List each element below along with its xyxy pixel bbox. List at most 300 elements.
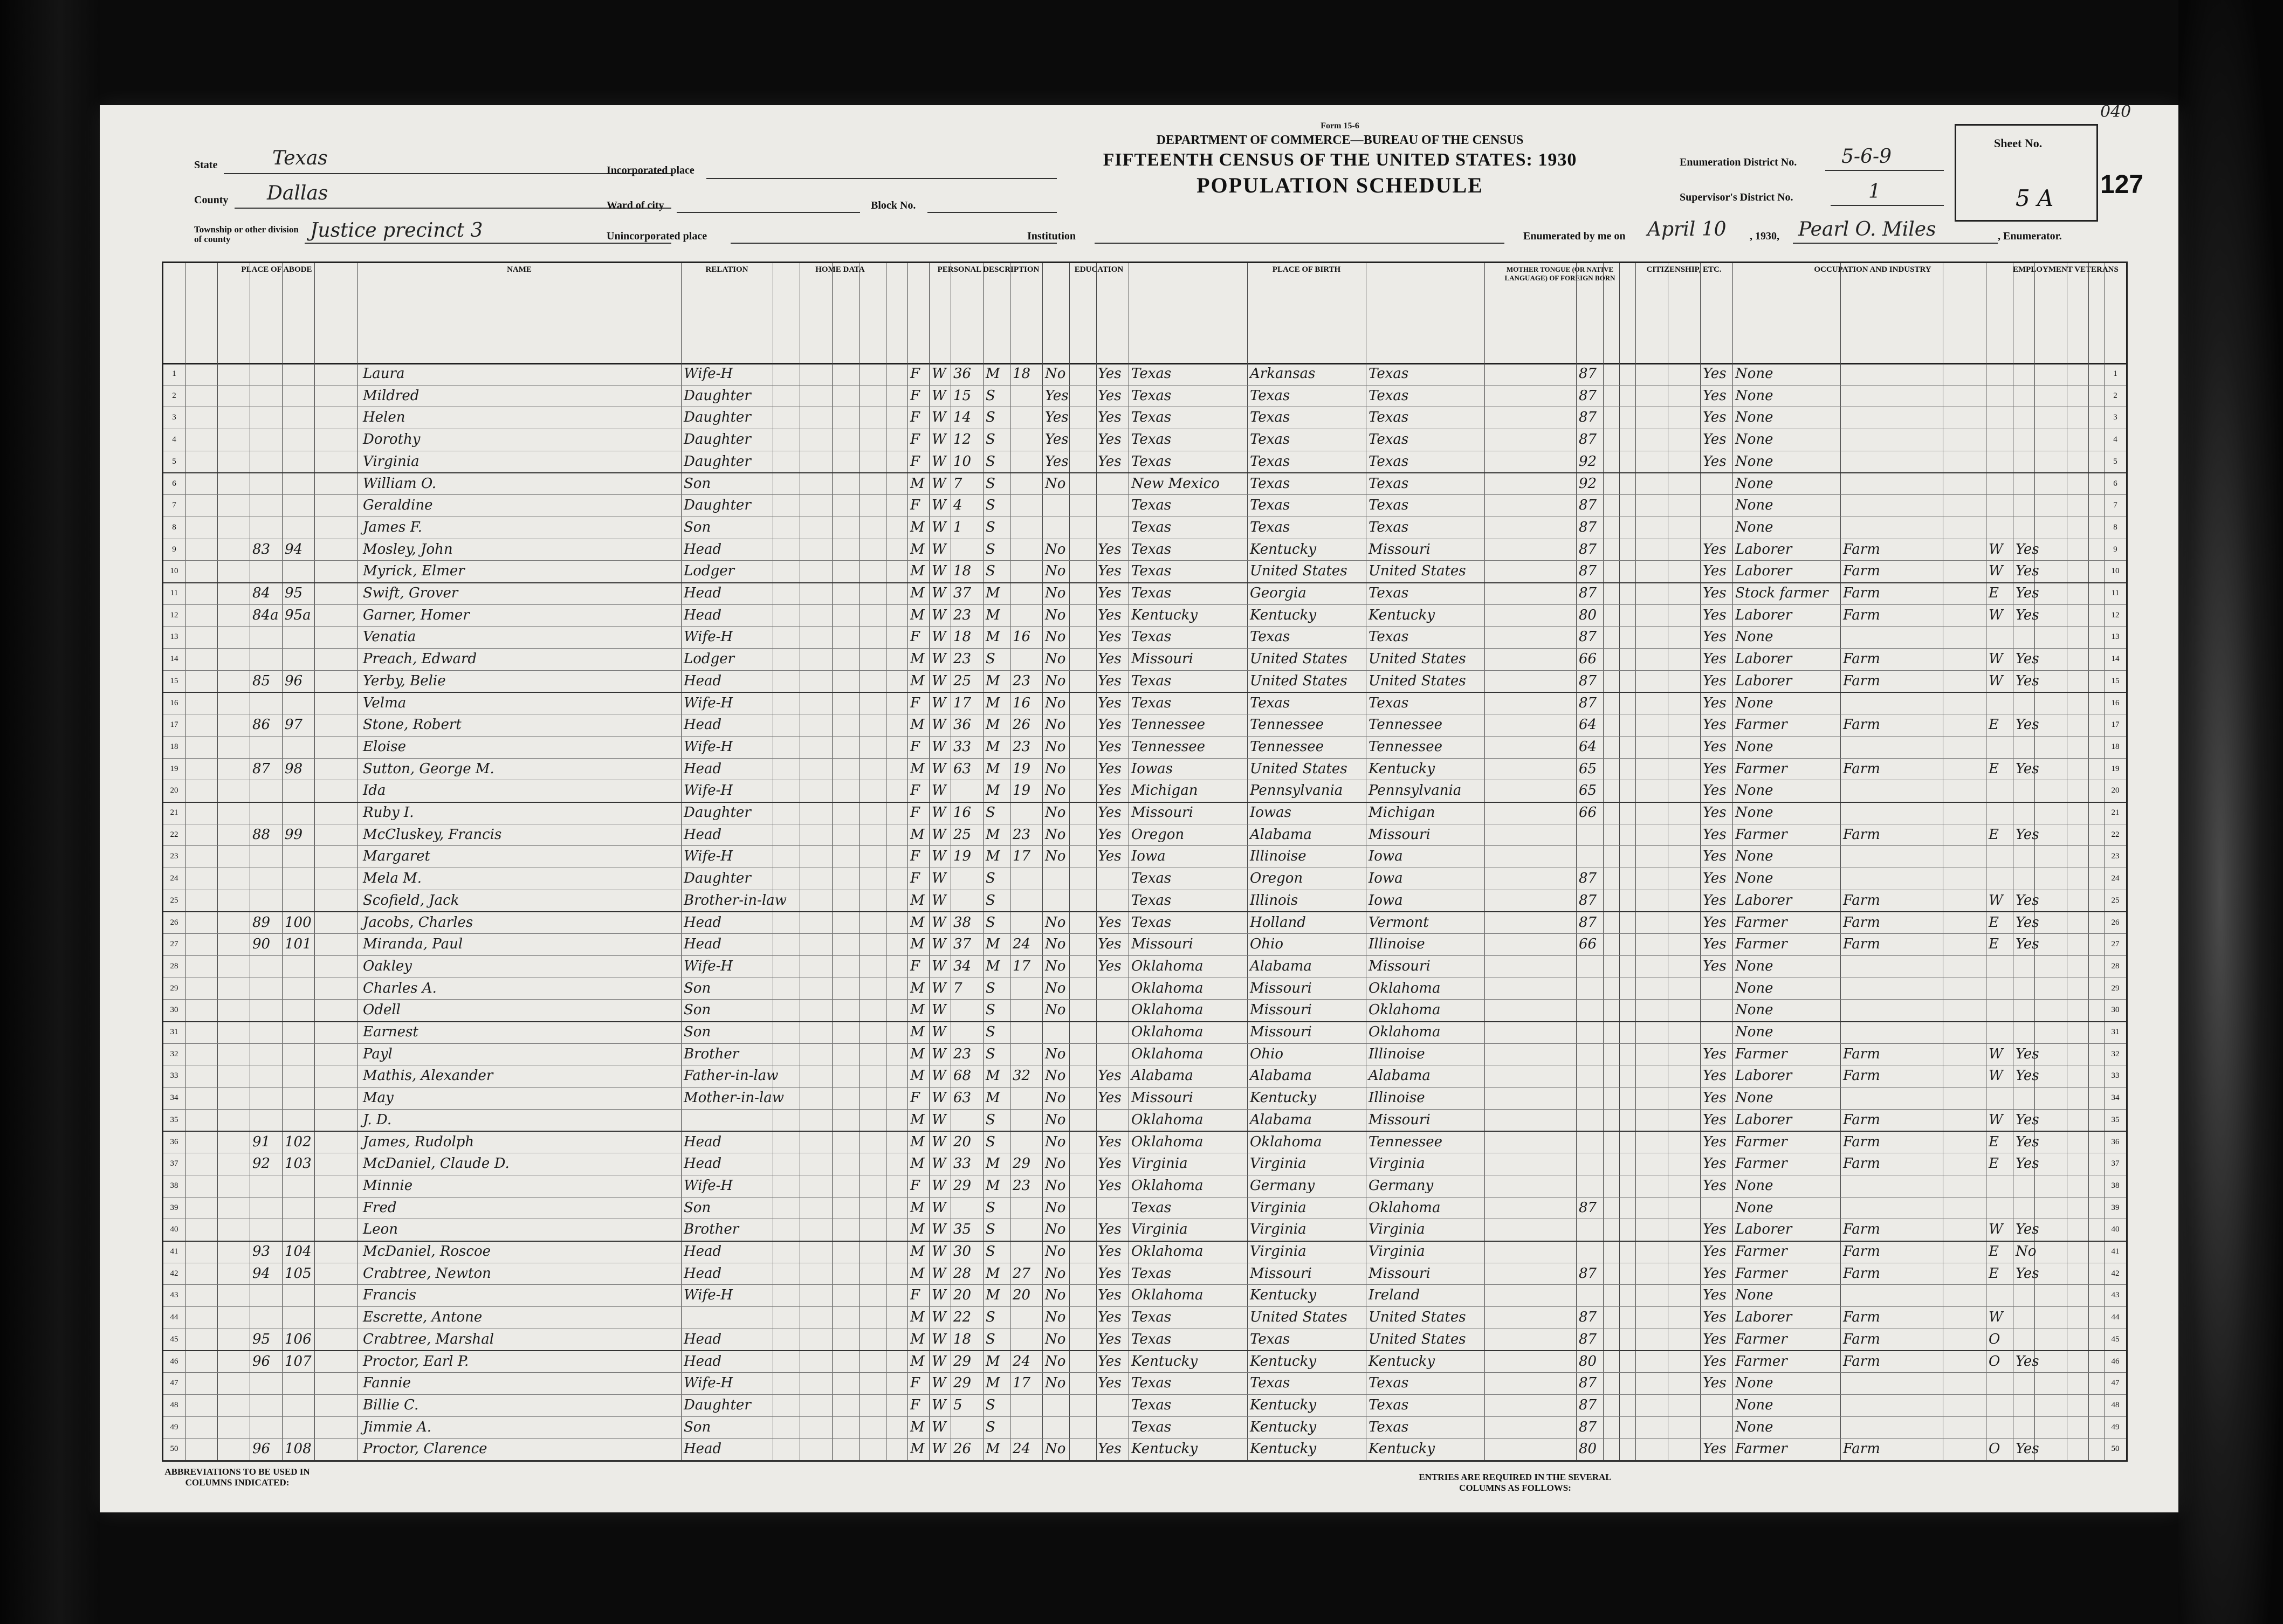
cell-code: 87: [1579, 1375, 1597, 1392]
table-row: [163, 1065, 2126, 1088]
cell-occ: None: [1735, 387, 1773, 404]
cell-msa: 19: [1013, 760, 1031, 777]
cell-mbp: Texas: [1369, 475, 1409, 492]
cell-fbp: Iowas: [1250, 804, 1292, 821]
cell-cit: [1703, 978, 1732, 999]
cell-bp: Missouri: [1131, 1090, 1193, 1106]
cell-fbp: United States: [1250, 651, 1347, 668]
cell-cls: [1989, 999, 2013, 1021]
cell-bp: Texas: [1131, 563, 1172, 580]
table-row: [163, 494, 2126, 517]
cell-sex: F: [910, 629, 920, 645]
line-number: 24: [170, 874, 178, 883]
cell-fbp: Missouri: [1250, 1265, 1312, 1282]
cell-msa: [1013, 494, 1040, 516]
cell-occ: Farmer: [1735, 1353, 1787, 1370]
cell-ms: S: [986, 1221, 995, 1238]
cell-emp: [2016, 1394, 2034, 1416]
cell-cls: E: [1989, 760, 1999, 777]
cell-age: 37: [953, 936, 972, 953]
cell-race: W: [932, 848, 946, 865]
cell-dw: [252, 451, 282, 472]
cell-cls: W: [1989, 892, 2003, 909]
line-number: 21: [2111, 808, 2120, 817]
line-number: 16: [170, 698, 178, 707]
cell-mbp: Oklahoma: [1369, 1024, 1441, 1040]
cell-fam: 107: [285, 1353, 312, 1370]
sheet-number-box: [1955, 124, 2098, 222]
cell-sch: Yes: [1045, 453, 1069, 470]
cell-sch: No: [1045, 936, 1066, 953]
table-row: [163, 1219, 2126, 1242]
cell-emp: [2016, 999, 2034, 1021]
cell-code: 87: [1579, 1199, 1597, 1216]
cell-rel: Wife-H: [684, 1177, 733, 1194]
cell-ms: S: [986, 475, 995, 492]
cell-ms: M: [986, 672, 1000, 689]
table-row: [163, 1284, 2126, 1307]
cell-cit: Yes: [1703, 651, 1727, 668]
cell-sch: No: [1045, 694, 1066, 711]
cell-bp: Michigan: [1131, 782, 1198, 799]
cell-occ: None: [1735, 1090, 1773, 1106]
cell-name: Swift, Grover: [363, 585, 458, 601]
cell-fam: 100: [285, 914, 312, 931]
cell-rd: Yes: [1098, 1441, 1122, 1457]
cell-fam: [285, 1175, 314, 1196]
cell-dw: [252, 1394, 282, 1416]
line-number: 42: [170, 1269, 178, 1278]
cell-cit: [1703, 494, 1732, 516]
cell-race: W: [932, 1309, 946, 1326]
cell-sex: M: [910, 936, 925, 953]
cell-age: 23: [953, 1045, 972, 1062]
cell-age: 63: [953, 760, 972, 777]
table-row: [163, 407, 2126, 429]
cell-dw: 90: [252, 936, 271, 953]
cell-race: W: [932, 1265, 946, 1282]
cell-rel: Head: [684, 760, 722, 777]
line-number: 36: [2111, 1137, 2120, 1146]
cell-age: [953, 539, 980, 560]
cell-rel: Lodger: [684, 563, 735, 580]
cell-rd: Yes: [1098, 1309, 1122, 1326]
cell-sex: M: [910, 1265, 925, 1282]
cell-rd: Yes: [1098, 1287, 1122, 1304]
cell-ms: M: [986, 585, 1000, 601]
cell-msa: 17: [1013, 958, 1031, 974]
cell-sch: No: [1045, 1287, 1066, 1304]
line-number: 12: [170, 610, 178, 620]
line-number: 41: [2111, 1247, 2120, 1256]
cell-occ: Farmer: [1735, 1243, 1787, 1260]
table-row: [163, 582, 2126, 605]
table-row: [163, 429, 2126, 451]
cell-age: 26: [953, 1441, 972, 1457]
line-number: 29: [170, 983, 178, 993]
cell-age: 28: [953, 1265, 972, 1282]
cell-rd: Yes: [1098, 936, 1122, 953]
table-row: [163, 1263, 2126, 1285]
cell-code: [1579, 955, 1603, 977]
cell-cls: [1989, 363, 2013, 384]
cell-bp: Oregon: [1131, 826, 1185, 843]
cell-ind: Farm: [1843, 717, 1880, 733]
cell-occ: None: [1735, 804, 1773, 821]
cell-rel: Wife-H: [684, 366, 733, 382]
cell-code: [1579, 1175, 1603, 1196]
group-employment: EMPLOYMENT: [2013, 265, 2073, 274]
cell-mbp: Tennessee: [1369, 1133, 1443, 1150]
cell-fam: [285, 494, 314, 516]
cell-dw: [252, 890, 282, 911]
line-number: 8: [2113, 522, 2117, 532]
table-row: [163, 978, 2126, 1000]
cell-sch: No: [1045, 366, 1066, 382]
cell-fbp: Ohio: [1250, 1045, 1284, 1062]
cell-fam: [285, 1284, 314, 1306]
cell-cit: [1703, 1416, 1732, 1438]
cell-sch: No: [1045, 541, 1066, 558]
cell-bp: Texas: [1131, 453, 1172, 470]
cell-code: 66: [1579, 651, 1597, 668]
cell-code: 80: [1579, 1441, 1597, 1457]
cell-occ: None: [1735, 497, 1773, 514]
cell-msa: [1013, 978, 1040, 999]
cell-occ: None: [1735, 1287, 1773, 1304]
cell-cit: Yes: [1703, 914, 1727, 931]
cell-fbp: Tennessee: [1250, 738, 1324, 755]
enumerated-label: Enumerated by me on: [1523, 230, 1626, 242]
cell-fam: [285, 407, 314, 428]
cell-cls: [1989, 845, 2013, 867]
cell-bp: Oklahoma: [1131, 1287, 1204, 1304]
cell-rel: Mother-in-law: [684, 1090, 784, 1106]
cell-ind: [1843, 955, 1940, 977]
cell-cls: [1989, 868, 2013, 889]
institution-underline: [1095, 243, 1504, 244]
cell-code: 87: [1579, 541, 1597, 558]
cell-emp: [2016, 1372, 2034, 1394]
cell-emp: [2016, 845, 2034, 867]
cell-dw: 84: [252, 585, 271, 601]
table-row: [163, 539, 2126, 561]
cell-fam: [285, 1043, 314, 1065]
line-number: 7: [2113, 501, 2117, 510]
cell-ms: S: [986, 431, 995, 448]
cell-ms: S: [986, 1199, 995, 1216]
cell-rel: Head: [684, 1331, 722, 1347]
table-row: [163, 714, 2126, 737]
cell-sch: No: [1045, 958, 1066, 974]
cell-code: 65: [1579, 782, 1597, 799]
line-number: 3: [172, 413, 176, 422]
cell-code: [1579, 1043, 1603, 1065]
cell-cit: Yes: [1703, 607, 1727, 623]
group-citizenship: CITIZENSHIP, ETC.: [1646, 265, 1722, 274]
cell-fam: [285, 648, 314, 670]
table-row: [163, 1329, 2126, 1352]
cell-mbp: Missouri: [1369, 1111, 1431, 1128]
cell-rd: [1098, 868, 1127, 889]
sheet-value: 5 A: [2016, 185, 2054, 211]
cell-sch: [1045, 517, 1069, 538]
cell-rel: Head: [684, 607, 722, 623]
cell-fbp: Kentucky: [1250, 1353, 1317, 1370]
cell-occ: Laborer: [1735, 541, 1792, 558]
cell-ms: S: [986, 1002, 995, 1019]
cell-occ: None: [1735, 1375, 1773, 1392]
cell-rd: Yes: [1098, 651, 1122, 668]
cell-cls: [1989, 1087, 2013, 1109]
cell-msa: 26: [1013, 717, 1031, 733]
cell-fam: [285, 1372, 314, 1394]
cell-age: 12: [953, 431, 972, 448]
table-row: [163, 626, 2126, 649]
cell-dw: [252, 845, 282, 867]
cell-ind: [1843, 517, 1940, 538]
cell-sch: No: [1045, 717, 1066, 733]
cell-rel: Head: [684, 541, 722, 558]
cell-msa: [1013, 429, 1040, 450]
block-label: Block No.: [871, 199, 916, 211]
cell-fbp: Holland: [1250, 914, 1306, 931]
cell-cit: Yes: [1703, 1111, 1727, 1128]
cell-ms: S: [986, 1396, 995, 1413]
cell-name: Earnest: [363, 1024, 418, 1040]
cell-ms: S: [986, 1243, 995, 1260]
cell-occ: None: [1735, 629, 1773, 645]
cell-code: 87: [1579, 409, 1597, 426]
enumerator-name: Pearl O. Miles: [1798, 218, 1936, 240]
cell-fam: [285, 780, 314, 801]
cell-sex: M: [910, 1441, 925, 1457]
cell-cit: [1703, 517, 1732, 538]
supervisor-value: 1: [1868, 181, 1881, 203]
cell-race: W: [932, 672, 946, 689]
cell-cls: E: [1989, 1133, 1999, 1150]
cell-fbp: Texas: [1250, 409, 1290, 426]
cell-mbp: Ireland: [1369, 1287, 1420, 1304]
cell-ind: [1843, 1021, 1940, 1043]
cell-ind: [1843, 868, 1940, 889]
cell-msa: [1013, 1087, 1040, 1109]
cell-code: [1579, 1219, 1603, 1240]
cell-occ: Laborer: [1735, 651, 1792, 668]
table-row: [163, 1175, 2126, 1198]
cell-rel: Head: [684, 1441, 722, 1457]
cell-mbp: Texas: [1369, 409, 1409, 426]
cell-cit: [1703, 473, 1732, 494]
cell-msa: [1013, 1241, 1040, 1262]
cell-rel: Wife-H: [684, 848, 733, 865]
enumerated-year: , 1930,: [1750, 230, 1779, 242]
line-number: 15: [170, 676, 178, 685]
cell-bp: Texas: [1131, 870, 1172, 887]
line-number: 38: [170, 1181, 178, 1190]
table-row: [163, 955, 2126, 978]
cell-sex: F: [910, 848, 920, 865]
cell-cit: Yes: [1703, 1243, 1727, 1260]
line-number: 2: [2113, 391, 2117, 400]
cell-sch: No: [1045, 1090, 1066, 1106]
cell-fbp: Illinois: [1250, 892, 1298, 909]
table-row: [163, 1197, 2126, 1220]
cell-cls: W: [1989, 651, 2003, 668]
cell-race: W: [932, 1155, 946, 1172]
cell-name: Fannie: [363, 1375, 411, 1392]
cell-rd: Yes: [1098, 760, 1122, 777]
cell-sch: No: [1045, 629, 1066, 645]
cell-emp: [2016, 1329, 2034, 1350]
group-occupation-industry: OCCUPATION AND INDUSTRY: [1814, 265, 1931, 274]
cell-emp: [2016, 429, 2034, 450]
cell-code: 87: [1579, 431, 1597, 448]
cell-name: Preach, Edward: [363, 651, 477, 668]
cell-code: 92: [1579, 475, 1597, 492]
cell-rd: Yes: [1098, 1331, 1122, 1347]
line-number: 5: [172, 457, 176, 466]
cell-mbp: Vermont: [1369, 914, 1429, 931]
cell-sch: [1045, 868, 1069, 889]
cell-name: Mathis, Alexander: [363, 1068, 493, 1084]
cell-sex: M: [910, 1419, 925, 1435]
cell-race: W: [932, 1177, 946, 1194]
cell-bp: Oklahoma: [1131, 1111, 1204, 1128]
cell-mbp: Oklahoma: [1369, 980, 1441, 996]
cell-emp: [2016, 451, 2034, 472]
cell-rel: Daughter: [684, 387, 751, 404]
cell-race: W: [932, 1419, 946, 1435]
cell-age: 22: [953, 1309, 972, 1326]
cell-msa: [1013, 539, 1040, 560]
cell-bp: Texas: [1131, 366, 1172, 382]
cell-ind: [1843, 1087, 1940, 1109]
cell-race: W: [932, 1111, 946, 1128]
table-row: [163, 912, 2126, 934]
cell-emp: [2016, 385, 2034, 407]
cell-occ: None: [1735, 958, 1773, 974]
cell-cit: Yes: [1703, 1287, 1727, 1304]
cell-sch: No: [1045, 914, 1066, 931]
cell-cit: Yes: [1703, 541, 1727, 558]
cell-code: 87: [1579, 1419, 1597, 1435]
cell-cls: [1989, 978, 2013, 999]
line-number: 22: [2111, 830, 2120, 839]
cell-mbp: Iowa: [1369, 848, 1403, 865]
cell-code: 87: [1579, 366, 1597, 382]
cell-fam: [285, 978, 314, 999]
cell-cit: Yes: [1703, 694, 1727, 711]
cell-race: W: [932, 1353, 946, 1370]
cell-dw: [252, 1284, 282, 1306]
cell-ind: [1843, 494, 1940, 516]
cell-age: 16: [953, 804, 972, 821]
cell-rel: Wife-H: [684, 629, 733, 645]
cell-code: [1579, 1131, 1603, 1153]
state-label: State: [194, 159, 218, 171]
cell-msa: [1013, 1329, 1040, 1350]
cell-mbp: Missouri: [1369, 826, 1431, 843]
cell-emp: [2016, 1087, 2034, 1109]
cell-rel: Head: [684, 1243, 722, 1260]
cell-occ: None: [1735, 1024, 1773, 1040]
cell-code: [1579, 1021, 1603, 1043]
cell-occ: None: [1735, 1199, 1773, 1216]
group-veterans: VETERANS: [2074, 265, 2119, 274]
cell-rel: [684, 1109, 770, 1131]
cell-sex: M: [910, 1068, 925, 1084]
cell-sex: M: [910, 585, 925, 601]
line-number: 45: [2111, 1334, 2120, 1344]
cell-name: Eloise: [363, 738, 406, 755]
cell-name: Mildred: [363, 387, 420, 404]
cell-ind: Farm: [1843, 1265, 1880, 1282]
cell-bp: Kentucky: [1131, 1441, 1198, 1457]
cell-fbp: Texas: [1250, 519, 1290, 535]
cell-ms: S: [986, 1133, 995, 1150]
cell-mbp: Tennessee: [1369, 738, 1443, 755]
county-value: Dallas: [267, 182, 328, 204]
cell-emp: Yes: [2016, 1221, 2039, 1238]
cell-emp: Yes: [2016, 563, 2039, 580]
line-number: 18: [2111, 742, 2120, 751]
line-number: 7: [172, 501, 176, 510]
cell-occ: Farmer: [1735, 914, 1787, 931]
group-mother-tongue: MOTHER TONGUE (OR NATIVE LANGUAGE) OF FOREIGN BORN: [1504, 265, 1615, 282]
cell-rel: Wife-H: [684, 1375, 733, 1392]
cell-race: W: [932, 519, 946, 535]
line-number: 11: [2111, 589, 2120, 597]
group-education: EDUCATION: [1074, 265, 1124, 274]
cell-race: W: [932, 914, 946, 931]
cell-race: W: [932, 409, 946, 426]
cell-sex: F: [910, 409, 920, 426]
cell-dw: 95: [252, 1331, 271, 1347]
cell-name: Laura: [363, 366, 405, 382]
cell-cls: [1989, 385, 2013, 407]
cell-msa: [1013, 1043, 1040, 1065]
cell-emp: [2016, 978, 2034, 999]
cell-ms: M: [986, 1265, 1000, 1282]
cell-ms: S: [986, 914, 995, 931]
cell-occ: None: [1735, 870, 1773, 887]
cell-sch: No: [1045, 760, 1066, 777]
cell-cit: Yes: [1703, 409, 1727, 426]
cell-age: 7: [953, 475, 962, 492]
cell-rel: Head: [684, 585, 722, 601]
cell-code: 87: [1579, 914, 1597, 931]
cell-cit: Yes: [1703, 1155, 1727, 1172]
cell-rd: Yes: [1098, 1353, 1122, 1370]
line-number: 4: [172, 435, 176, 444]
cell-bp: Texas: [1131, 1419, 1172, 1435]
line-number: 44: [2111, 1313, 2120, 1322]
cell-ms: S: [986, 563, 995, 580]
table-row: [163, 758, 2126, 781]
cell-rd: Yes: [1098, 1243, 1122, 1260]
table-row: [163, 736, 2126, 759]
cell-age: [953, 780, 980, 801]
line-number: 31: [2111, 1028, 2120, 1036]
unincorporated-label: Unincorporated place: [607, 230, 707, 242]
cell-bp: Texas: [1131, 497, 1172, 514]
cell-msa: 23: [1013, 738, 1031, 755]
form-title-block: [1070, 121, 1610, 198]
state-underline: [224, 173, 671, 174]
cell-name: Minnie: [363, 1177, 413, 1194]
cell-code: 64: [1579, 717, 1597, 733]
